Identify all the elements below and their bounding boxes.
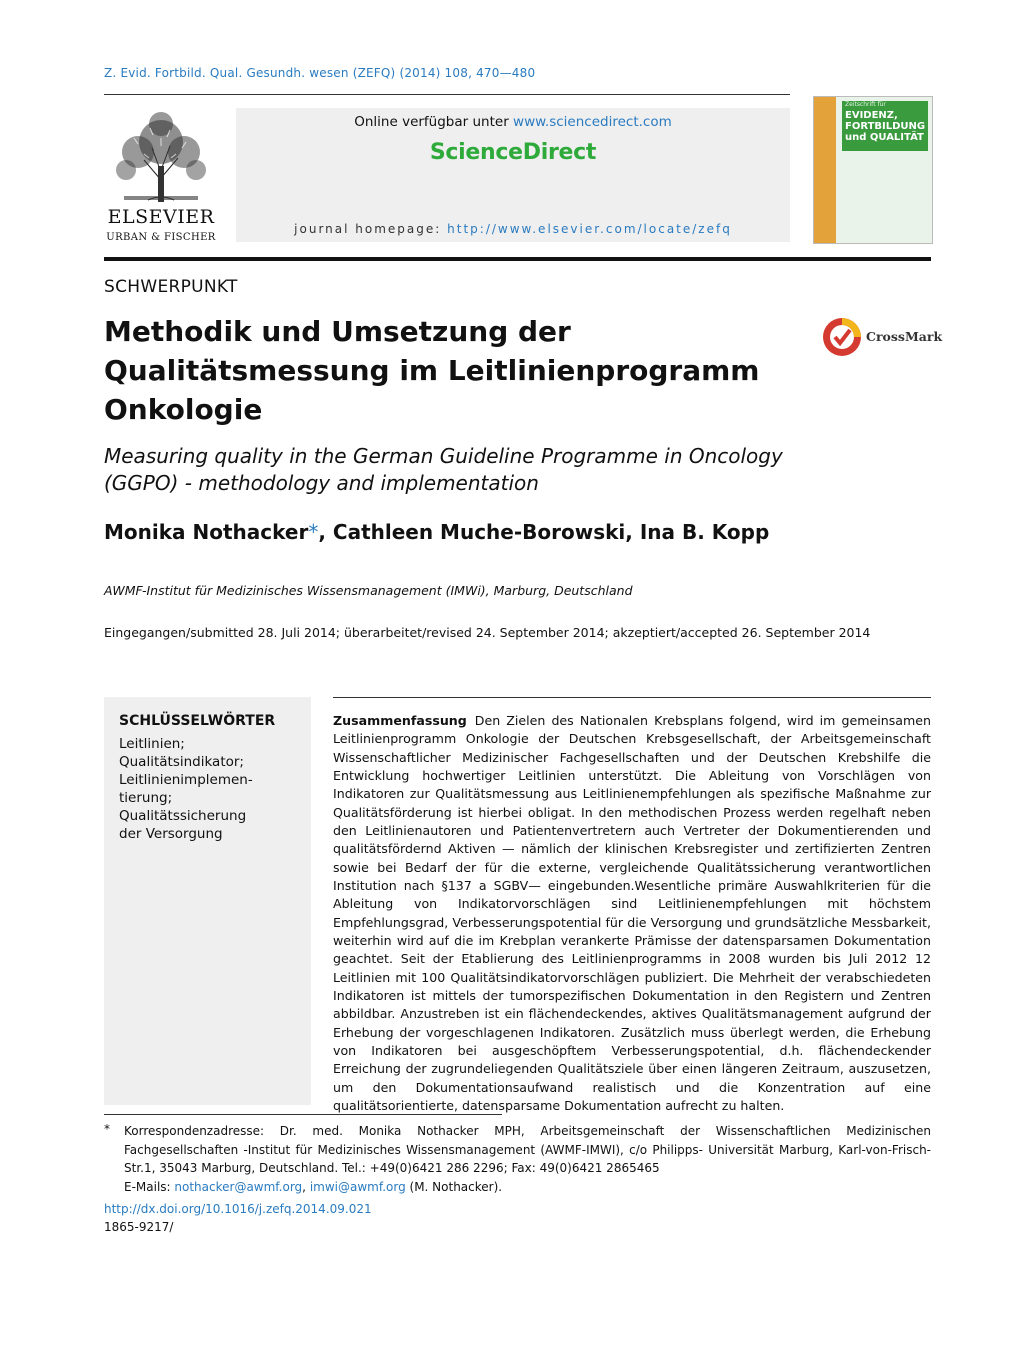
keyword-line: der Versorgung [119, 826, 223, 842]
cover-title: EVIDENZ, FORTBILDUNG und QUALITÄT [845, 110, 926, 143]
abstract-label: Zusammenfassung [333, 713, 467, 728]
article-subtitle: Measuring quality in the German Guideline Programme in Oncology (GGPO) - methodology and implementation [104, 444, 783, 495]
homepage-prefix: journal homepage: [294, 222, 448, 236]
abstract-divider [333, 697, 931, 698]
submission-dates: Eingegangen/submitted 28. Juli 2014; überarbeitet/revised 24. September 2014; akzeptiert/accepted 26. September 2014 [104, 625, 871, 640]
footnote-body [124, 1122, 931, 1196]
section-label: SCHWERPUNKT [104, 277, 238, 297]
article-title: Methodik und Umsetzung der Qualitätsmessung im Leitlinienprogramm Onkologie [104, 315, 760, 426]
top-divider [104, 94, 790, 95]
sciencedirect-link[interactable]: www.sciencedirect.com [513, 114, 672, 130]
journal-homepage [236, 222, 790, 236]
crossmark-label[interactable]: CrossMark [866, 329, 943, 344]
cover-small-text: Zeitschrift für [845, 101, 886, 108]
keyword-line: Leitlinienimplemen- [119, 772, 253, 788]
abstract-text: Den Zielen des Nationalen Krebsplans folgend, wird im gemeinsamen Leitlinienprogramm Onkologie der Deutschen Krebsgesellschaft, der Arbeitsgemeinschaft Wissenschaftlicher Medizinischer Fachgesellschaften und der Deutschen Krebshilfe die Entwicklung hochwertiger Leitlinien unterstützt. Die Ableitung von Vorschlägen von Indikatoren zur Qualitätsmessung aus Leitlinienempfehlungen als spezifische Maßnahme zur Qualitätsförderung ist hierbei obligat. In den methodischen Prozess werden regelhaft neben den Leitlinienautoren und Patientenvertretern auch Vertreter der Dokumentierenden und qualitätsfördernd Aktiven — nämlich der klinischen Krebsregister und zertifizierten Zentren sowie bei Bedarf der für die externe, vergleichende Qualitätssicherung verantwortlichen Institution nach §137 a SGBV— eingebunden.Wesentliche primäre Auswahlkriterien für die Ableitung von Indikatorvorschlägen sind Leitlinienempfehlungen mit höchstem Empfehlungsgrad, Verbesserungspotential für die Versorgung und grundsätzliche Messbarkeit, weiterhin wird auf die im Krebplan verankerte Prämisse der datensparsamen Dokumentation geachtet. Seit der Etablierung des Leitlinienprogramms in 2008 wurden bis Juli 2012 12 Leitlinien mit 100 Qualitätsindikatorvorschlägen publiziert. Die Mehrheit der verabschiedeten Indikatoren ist mittels der tumorspezifischen Dokumentation in den Registern und Zentren abbildbar. Anzustreben ist ein flächendeckendes, aktives Qualitätsmanagement aufgrund der Erhebung der vorgeschlagenen Indikatoren. Zusätzlich muss überlegt werden, die Erhebung von Indikatoren bei ausgeschöpftem Verbesserungspotential, d.h. flächendeckender Erreichung der zugrundeliegenden Qualitätsziele über einen längeren Zeitraum, auszusetzen, um den Dokumentationsaufwand realistisch und die Konzentration auf eine qualitätsorientierte, datensparsame Dokumentation aufrecht zu halten. [333, 713, 931, 1113]
online-prefix: Online verfügbar unter [354, 114, 514, 130]
author-others: , Cathleen Muche-Borowski, Ina B. Kopp [318, 520, 770, 544]
email-prefix: E-Mails: [124, 1179, 175, 1194]
keywords-list [119, 735, 253, 843]
cover-orange-strip [814, 97, 836, 243]
email-separator: , [302, 1179, 310, 1194]
author-list [104, 520, 769, 544]
abstract [333, 712, 931, 1115]
affiliation: AWMF-Institut für Medizinisches Wissensmanagement (IMWi), Marburg, Deutschland [104, 583, 633, 598]
email-link-nothacker[interactable]: nothacker@awmf.org [174, 1179, 303, 1194]
email-suffix: (M. Nothacker). [405, 1179, 503, 1194]
email-link-imwi[interactable]: imwi@awmf.org [309, 1179, 406, 1194]
journal-citation: Z. Evid. Fortbild. Qual. Gesundh. wesen (ZEFQ) (2014) 108, 470—480 [104, 66, 536, 80]
urban-fischer-wordmark: URBAN & FISCHER [106, 232, 216, 243]
footnote-divider [104, 1114, 502, 1115]
keyword-line: Qualitätssicherung [119, 808, 247, 824]
issn: 1865-9217/ [104, 1220, 174, 1234]
journal-homepage-link[interactable]: http://www.elsevier.com/locate/zefq [447, 222, 732, 236]
doi-link[interactable]: http://dx.doi.org/10.1016/j.zefq.2014.09.021 [104, 1202, 372, 1216]
journal-cover-thumbnail [813, 96, 933, 244]
author-corresponding: Monika Nothacker [104, 520, 309, 544]
header-thick-divider [104, 257, 931, 261]
corresponding-marker[interactable]: * [308, 520, 319, 544]
keywords-heading: SCHLÜSSELWÖRTER [119, 713, 276, 729]
keyword-line: Qualitätsindikator; [119, 754, 244, 770]
elsevier-wordmark: ELSEVIER [107, 206, 215, 228]
keyword-line: Leitlinien; [119, 736, 185, 752]
footnote-marker: * [104, 1122, 110, 1136]
online-availability [236, 114, 790, 130]
keyword-line: tierung; [119, 790, 173, 806]
sciencedirect-logo: ScienceDirect [429, 140, 597, 165]
footnote-text: Korrespondenzadresse: Dr. med. Monika Nothacker MPH, Arbeitsgemeinschaft der Wissenschaftlichen Medizinischen Fachgesellschaften -Institut für Medizinisches Wissensmanagement (AWMF-IMWI), c/o Philipps- Universität Marburg, Karl-von-Frisch-Str.1, 35043 Marburg, Deutschland. Tel.: +49(0)6421 286 2296; Fax: 49(0)6421 2865465 [124, 1124, 931, 1175]
